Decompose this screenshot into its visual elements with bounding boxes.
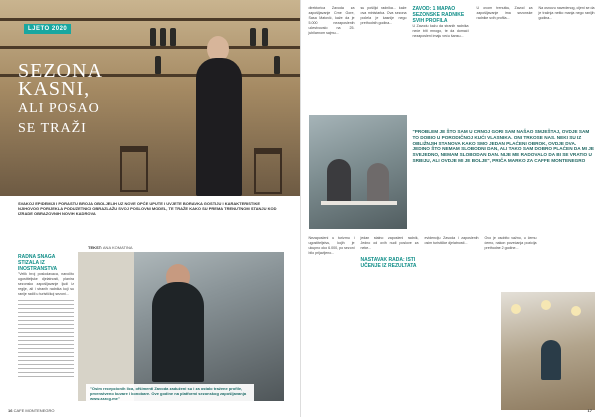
headline-line-2: KASNI, [18, 78, 91, 100]
photo-quote: "Osim recepcionih lica, ofšimenti Zavoda zaduženi su i za ostalo tražene profile, prvenstveno kuvare i konobare. Ove godine na platformi sezonskog zapošljavanja www.zzzcg.me" [86, 384, 254, 403]
byline [88, 245, 133, 250]
col-1: direktorica Zavoda za zapošljavanje Crne Gore, Sasa Matović, kaže da je 5.000 nezaposlenih učestvovalo na 25. jubilarnom sajmu... [308, 6, 355, 35]
col-6: Nezaposleni u turizmu i ugostiteljstvu, kojih je ukupno oko 6.000, po sezoni bilo prijavljeno... [308, 236, 355, 255]
man-figure [152, 282, 204, 382]
column-text-lines [18, 300, 74, 377]
byline-author: ANA KOMATINA [102, 245, 133, 250]
headline-line-4: SE TRAŽI [18, 121, 87, 136]
photo-restaurant-interior [501, 292, 595, 410]
byline-label: TEKST: [88, 245, 102, 250]
article-headline [18, 62, 138, 138]
col-4: U ovom trenutku, Zavod za zapošljavanje ima sezonske radnike svih profila... [476, 6, 533, 20]
subheading-nastavak: NASTAVAK RADA: ISTI UČENJE IZ REZULTATA [360, 257, 417, 269]
subheading-radna-snaga: RADNA SNAGA STIZALA IZ INOSTRANSTVA [18, 254, 58, 272]
photo-cafe-guests [309, 115, 407, 229]
col-7 [361, 236, 419, 269]
pull-quote: "PROBLEM JE ŠTO SAM U CRNOJ GORI SAM NAŠAO SMJEŠTAJ, OVDJE SAM TO DOBIO U PORODIČNOJ KUĆI VLASNIKA. ONI TRKOSE NAS. NEKI SU IZ OBLIŽNJIH STANOVA KAKO SMO JEDAN PLAĆENI OBROK, OVDJE DVA. JEDINO ŠTO NEMAM SLOBODNI DAN, ALI TAKO SAM DOBRO PLAĆEN DA MI JE SVEJEDNO, NEMAM SLOBODAN DAN. NIJE ME RADOVALO DA BI SE VRATIO U SRBIJU, ALI OVDJE MI JE BOLJE", PRIČA MARKO ZA CAFFE MONTENEGRO [412, 129, 595, 163]
magazine-name-left: CAFE MONTENEGRO [13, 408, 55, 413]
column-text: "Velik broj poslodavaca, naročito ugostiteljske djelatnosti, planira sezonsko zapošljavanje ljudi iz regije, ali i stranih radnika koji su ranije radili u turističkoj sezoni... [18, 272, 74, 296]
headline-line-1: SEZONA [18, 60, 103, 82]
col-2: su pošiljci radnika... kaže ova ministarka. Ova sezona počela je kasnije nego prethodnih godina... [360, 6, 407, 25]
waiter-figure [196, 58, 242, 196]
page-number-left: 16 [8, 408, 13, 413]
col-9: Ovo je osobito važno, u čemu ćemo, nakon povećanja pozicija prethodne 2 godine... [484, 236, 537, 250]
page-number-right: 17 [587, 408, 592, 413]
page-folio-right [588, 408, 592, 413]
page-folio-left [8, 408, 54, 413]
subheading-zavod: ZAVOD: 1 MAPAO SEZONSKE RADNIKE SVIH PROFILA [412, 6, 465, 24]
article-lead: SVAKOJ EPIDEMIJI I PORASTU BROJA OBOLJELIH UZ NOVE OPĆE UPUTE I UVJETE BORAVKA GOSTIJU I KARAKTERISTIKE NJIHOVOG PORIJEKLA PODUZETNICI OBRAZLAŽU SVOJ POSLOVNI MODEL, TE TRAŽE KAKO SU PREMA TRENUTNOM STANJU KOD IZRADE OBRAZOVNIH NOVIH KADROVA [18, 201, 277, 216]
right-page [301, 0, 600, 417]
hero-photo-restaurant [0, 0, 300, 196]
headline-line-3: ALI POSAO [18, 101, 100, 116]
col-5: Na osnovu navedenog, cijeni se da je tražnja nešto manja nego ranijih godina... [538, 6, 595, 20]
col-3 [413, 6, 469, 39]
photo-man-portrait [78, 252, 284, 401]
section-tag: LJETO 2020 [24, 24, 71, 34]
col-3-text: U Zavodu kažu da stranih radnika neće biti mnogo, te da domaći nezaposleni imaju veću šansu... [412, 24, 469, 38]
col-7-text: jedan stalno zaposleni radnik, Jedno od ovih nudi poslove za neke... [360, 236, 419, 250]
left-column [18, 254, 74, 380]
col-8: evidenciju Zavoda i zaposlenih osim turističke djelatnosti... [424, 236, 479, 245]
